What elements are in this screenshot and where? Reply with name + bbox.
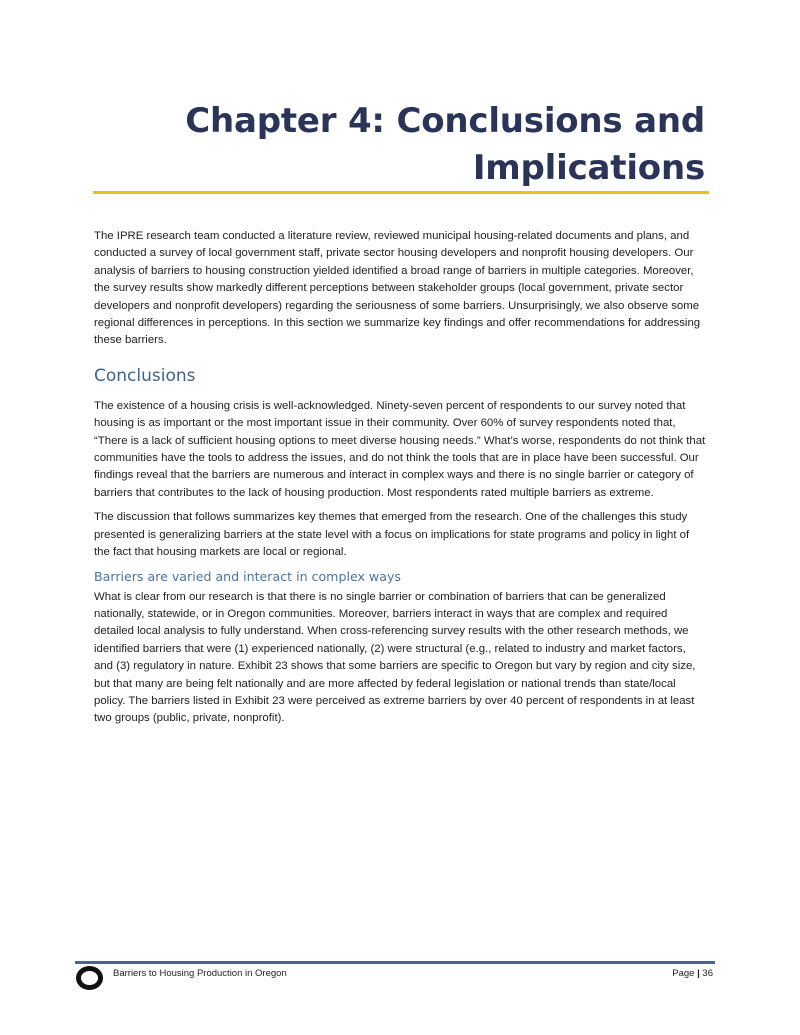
page-number: 36: [702, 968, 713, 979]
chapter-title: [105, 98, 705, 192]
footer-page-number: [672, 968, 713, 979]
intro-paragraph: The IPRE research team conducted a literature review, reviewed municipal housing-related documents and plans, and conducted a survey of local government staff, private sector housing developers and nonprofit housing developers. Our analysis of barriers to housing construction yielded identified a broad range of barriers in multiple categories. Moreover, the survey results show markedly different perceptions between stakeholder groups (local government, private sector developers and nonprofit developers) regarding the seriousness of some barriers. Unsurprisingly, we also observe some regional differences in perceptions. In this section we summarize key findings and offer recommendations for addressing these barriers.: [94, 230, 701, 347]
conclusions-paragraph-1: The existence of a housing crisis is well-acknowledged. Ninety-seven percent of respondents to our survey noted that housing is as important or the most important issue in their community. Over 60% of survey respondents noted that, “There is a lack of sufficient housing options to meet diverse housing needs.” What’s worse, respondents do not think that communities have the tools to address the issues, and do not think the tools that are in place have been successful. Our findings reveal that the barriers are numerous and interact in complex ways and there is no single barrier or category of barriers that contributes to the lack of housing production. Most respondents rated multiple barriers as extreme.: [94, 399, 706, 499]
page-separator: |: [697, 968, 700, 979]
conclusions-paragraph-2: The discussion that follows summarizes key themes that emerged from the research. One of the challenges this study presented is generalizing barriers at the state level with a focus on implications for state programs and policy in light of the fact that housing markets are local or regional.: [94, 511, 690, 559]
footer-divider: [75, 961, 715, 964]
chapter-title-line-2: Implications: [472, 148, 705, 188]
footer-document-title: Barriers to Housing Production in Oregon: [113, 968, 287, 979]
barriers-heading: Barriers are varied and interact in complex ways: [94, 568, 401, 584]
conclusions-heading: Conclusions: [94, 365, 196, 386]
title-divider: [93, 191, 709, 194]
page-label: Page: [672, 968, 695, 979]
main-content: [94, 228, 706, 735]
chapter-title-line-1: Chapter 4: Conclusions and: [185, 101, 705, 141]
oregon-o-logo-icon: [76, 966, 103, 990]
barriers-paragraph: What is clear from our research is that there is no single barrier or combination of barriers that can be generalized nationally, statewide, or in Oregon communities. Moreover, barriers interact in ways that are complex and required detailed local analysis to fully understand. When cross-referencing survey results with the other research methods, we identified barriers that were (1) experienced nationally, (2) were structural (e.g., related to industry and market factors, and (3) regulatory in nature. Exhibit 23 shows that some barriers are specific to Oregon but vary by region and city size, but that many are being felt nationally and are more affected by federal legislation or national trends than state/local policy. The barriers listed in Exhibit 23 were perceived as extreme barriers by over 40 percent of respondents in at least two groups (public, private, nonprofit).: [94, 590, 696, 725]
